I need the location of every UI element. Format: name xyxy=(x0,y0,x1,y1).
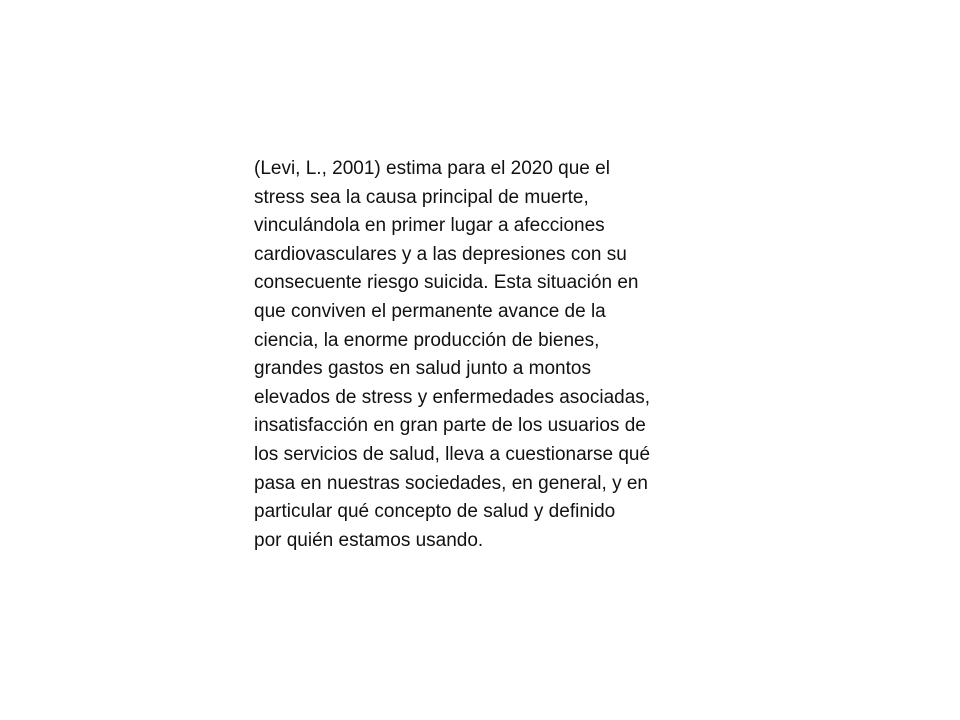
text-line-2: stress sea la causa principal de muerte, xyxy=(254,186,589,208)
text-line-4: cardiovasculares y a las depresiones con su xyxy=(254,243,627,265)
text-line-9: elevados de stress y enfermedades asociadas, xyxy=(254,386,651,408)
text-line-7: ciencia, la enorme producción de bienes, xyxy=(254,329,600,351)
body-text-block xyxy=(254,155,724,555)
text-line-14: por quién estamos usando. xyxy=(254,529,484,551)
text-line-10: insatisfacción en gran parte de los usuarios de xyxy=(254,415,646,437)
text-line-1: (Levi, L., 2001) estima para el 2020 que el xyxy=(254,158,610,179)
text-line-5: consecuente riesgo suicida. Esta situación en xyxy=(254,272,639,294)
text-line-11: los servicios de salud, lleva a cuestionarse qué xyxy=(254,443,651,465)
text-line-8: grandes gastos en salud junto a montos xyxy=(254,358,591,380)
text-line-12: pasa en nuestras sociedades, en general, y en xyxy=(254,472,648,494)
text-line-13: particular qué concepto de salud y definido xyxy=(254,501,616,523)
text-line-6: que conviven el permanente avance de la xyxy=(254,300,606,322)
text-line-3: vinculándola en primer lugar a afecciones xyxy=(254,215,605,237)
